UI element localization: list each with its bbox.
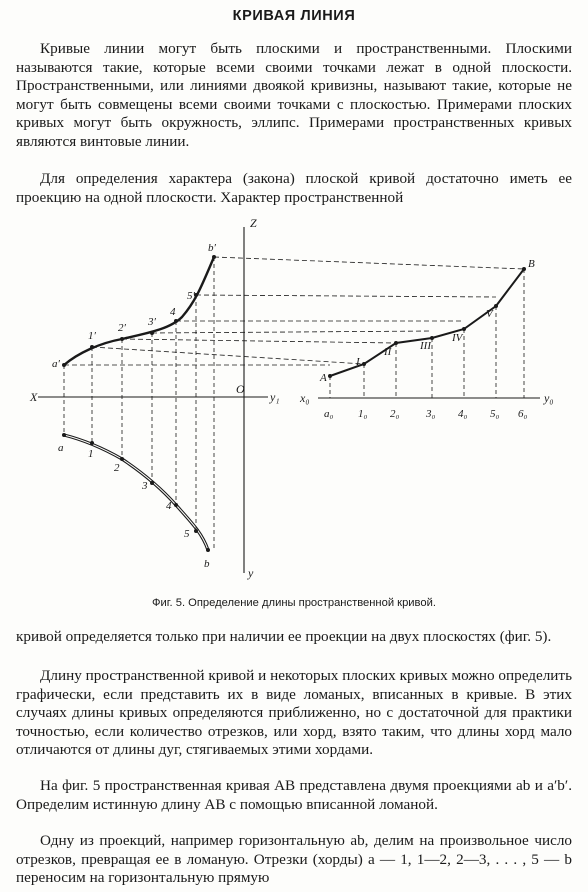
paragraph-fig5-reference: На фиг. 5 пространственная кривая AB представлена двумя проекциями ab и a′b′. Определим истинную длину AB с помощью вписанной ломаной.	[16, 777, 572, 813]
label-top-1: 1	[88, 448, 94, 460]
label-y: y	[248, 566, 254, 580]
label-front-5: 5′	[187, 290, 195, 302]
figure-5-diagram	[0, 205, 588, 595]
label-right-B: B	[528, 258, 535, 270]
paragraph-definitions: Кривые линии могут быть плоскими и пространственными. Плоскими называются такие, которые всеми своими точками лежат в одной плоскости. Пространственными, или линиями двоякой кривизны, называют такие, которые не могут быть совмещены всеми своими точками с плоскостью. Примерами плоских кривых могут быть окружность, эллипс. Примерами пространственных кривых являются винтовые линии.	[16, 40, 572, 150]
paragraph-continuation: кривой определяется только при наличии ее проекции на двух плоскостях (фиг. 5).	[16, 628, 552, 645]
label-top-b: b	[204, 558, 210, 570]
label-y1: y₁	[270, 390, 280, 404]
paragraph-polyline-method: Длину пространственной кривой и некоторых плоских кривых можно определить графически, если представить их в виде ломаных, вписанных в кривые. В этих случаях длины кривых определяются приближенно, но с достаточной для практики точностью, если количество отрезков, или хорд, взято таким, что длины хорд мало отличаются от длины дуг, стягиваемых этими хордами.	[16, 667, 572, 759]
label-top-2: 2	[114, 462, 120, 474]
label-x0: x₀	[300, 391, 310, 405]
tick-40: 4₀	[458, 408, 468, 420]
tick-a0: a₀	[324, 408, 334, 420]
label-right-II: II	[384, 346, 392, 358]
label-right-V: V	[486, 308, 493, 320]
figure-caption: Фиг. 5. Определение длины пространственной кривой.	[152, 597, 436, 609]
tick-10: 1₀	[358, 408, 368, 420]
paragraph-division: Одну из проекций, например горизонтальную ab, делим на произвольное число отрезков, превращая ее в ломаную. Отрезки (хорды) a — 1, 1—2, 2—3, . . . , 5 — b переносим на горизонтальную прямую	[16, 832, 572, 887]
label-top-3: 3	[142, 480, 148, 492]
curve-front-projection	[64, 257, 214, 365]
label-right-III: III	[420, 340, 431, 352]
label-y0: y₀	[544, 391, 554, 405]
label-front-a: a′	[52, 358, 60, 370]
tick-30: 3₀	[426, 408, 436, 420]
label-front-1: 1′	[88, 330, 96, 342]
paragraph-plane-curve: Для определения характера (закона) плоской кривой достаточно иметь ее проекцию на одной плоскости. Характер пространственной	[16, 170, 572, 206]
label-right-A: A	[320, 372, 327, 384]
label-z: Z	[250, 216, 257, 230]
label-o: O	[236, 382, 245, 396]
label-front-b: b′	[208, 242, 216, 254]
label-right-IV: IV	[452, 332, 463, 344]
tick-50: 5₀	[490, 408, 500, 420]
label-front-3: 3′	[148, 316, 156, 328]
label-front-4: 4	[170, 306, 176, 318]
section-title: КРИВАЯ ЛИНИЯ	[232, 8, 356, 24]
tick-60: 6₀	[518, 408, 528, 420]
label-top-5: 5	[184, 528, 190, 540]
tick-20: 2₀	[390, 408, 400, 420]
label-top-a: a	[58, 442, 64, 454]
label-top-4: 4	[166, 500, 172, 512]
label-x: X	[30, 390, 38, 404]
label-right-I: I	[356, 356, 360, 368]
label-front-2: 2′	[118, 322, 126, 334]
